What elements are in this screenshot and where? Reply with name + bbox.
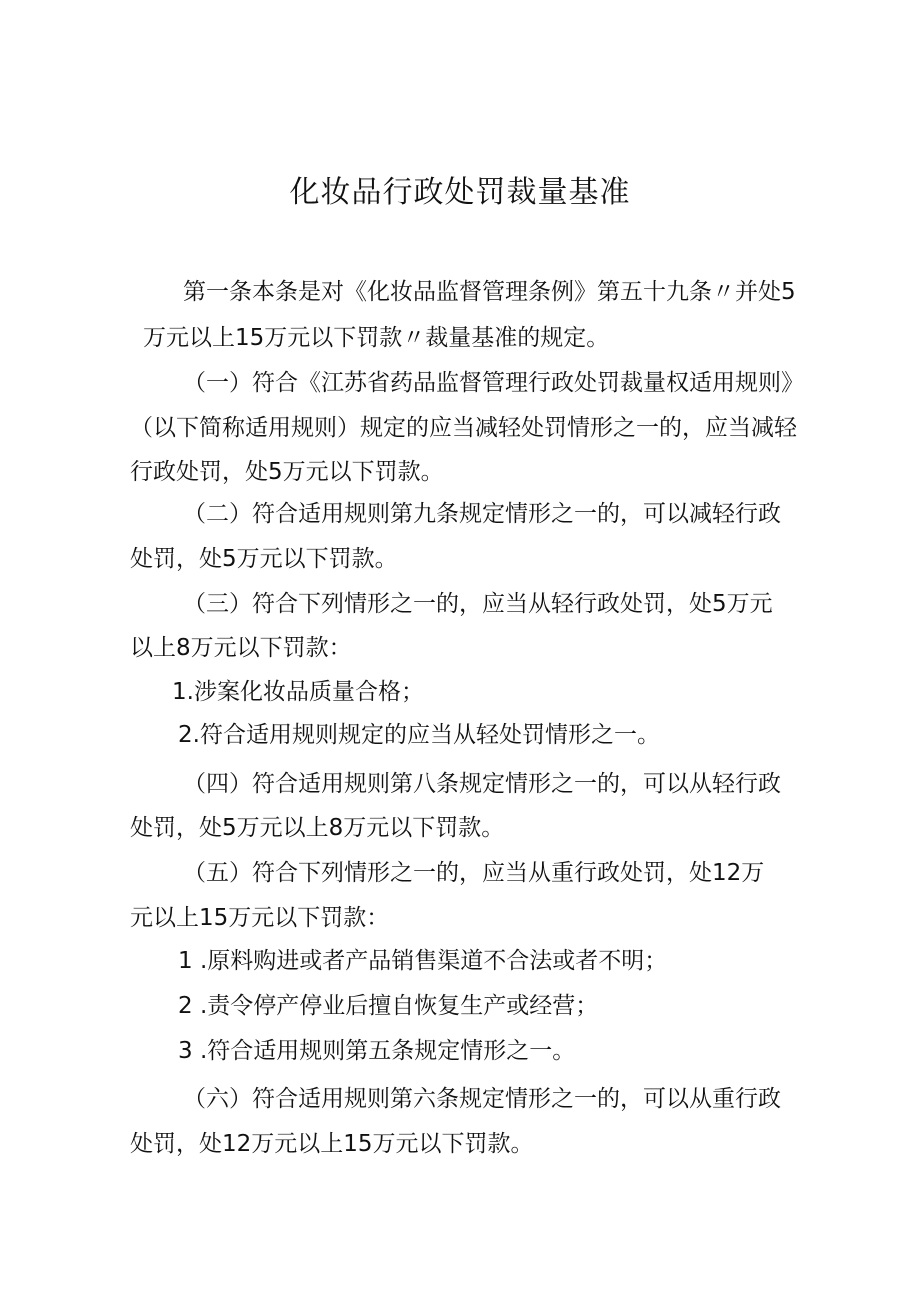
item-6-line-1: （六）符合适用规则第六条规定情形之一的，可以从重行政	[183, 1086, 781, 1112]
item-3-line-2: 以上8万元以下罚款：	[130, 635, 352, 661]
item-5-line-1: （五）符合下列情形之一的，应当从重行政处罚，处12万	[183, 860, 765, 886]
item-5-line-2: 元以上15万元以下罚款：	[130, 905, 390, 931]
item-5-sub-3: 3 .符合适用规则第五条规定情形之一。	[178, 1038, 576, 1064]
item-6-line-2: 处罚，处12万元以上15万元以下罚款。	[130, 1131, 534, 1157]
document-title: 化妆品行政处罚裁量基准	[289, 175, 631, 210]
item-1-line-2: （以下简称适用规则）规定的应当减轻处罚情形之一的，应当减轻	[130, 415, 797, 441]
item-3-sub-1: 1.涉案化妆品质量合格；	[172, 679, 424, 705]
item-3-sub-2: 2.符合适用规则规定的应当从轻处罚情形之一。	[178, 722, 660, 748]
article-1-line-1: 第一条本条是对《化妆品监督管理条例》第五十九条〃并处5	[183, 279, 796, 305]
article-1-line-2: 万元以上15万元以下罚款〃裁量基准的规定。	[143, 325, 610, 351]
item-2-line-2: 处罚，处5万元以下罚款。	[130, 546, 398, 572]
item-5-sub-1: 1 .原料购进或者产品销售渠道不合法或者不明；	[178, 948, 668, 974]
item-1-line-3: 行政处罚，处5万元以下罚款。	[130, 459, 444, 485]
item-2-line-1: （二）符合适用规则第九条规定情形之一的，可以减轻行政	[183, 501, 781, 527]
item-1-line-1: （一）符合《江苏省药品监督管理行政处罚裁量权适用规则》	[183, 370, 804, 396]
item-4-line-1: （四）符合适用规则第八条规定情形之一的，可以从轻行政	[183, 771, 781, 797]
item-4-line-2: 处罚，处5万元以上8万元以下罚款。	[130, 815, 505, 841]
item-3-line-1: （三）符合下列情形之一的，应当从轻行政处罚，处5万元	[183, 591, 773, 617]
item-5-sub-2: 2 .责令停产停业后擅自恢复生产或经营；	[178, 993, 599, 1019]
